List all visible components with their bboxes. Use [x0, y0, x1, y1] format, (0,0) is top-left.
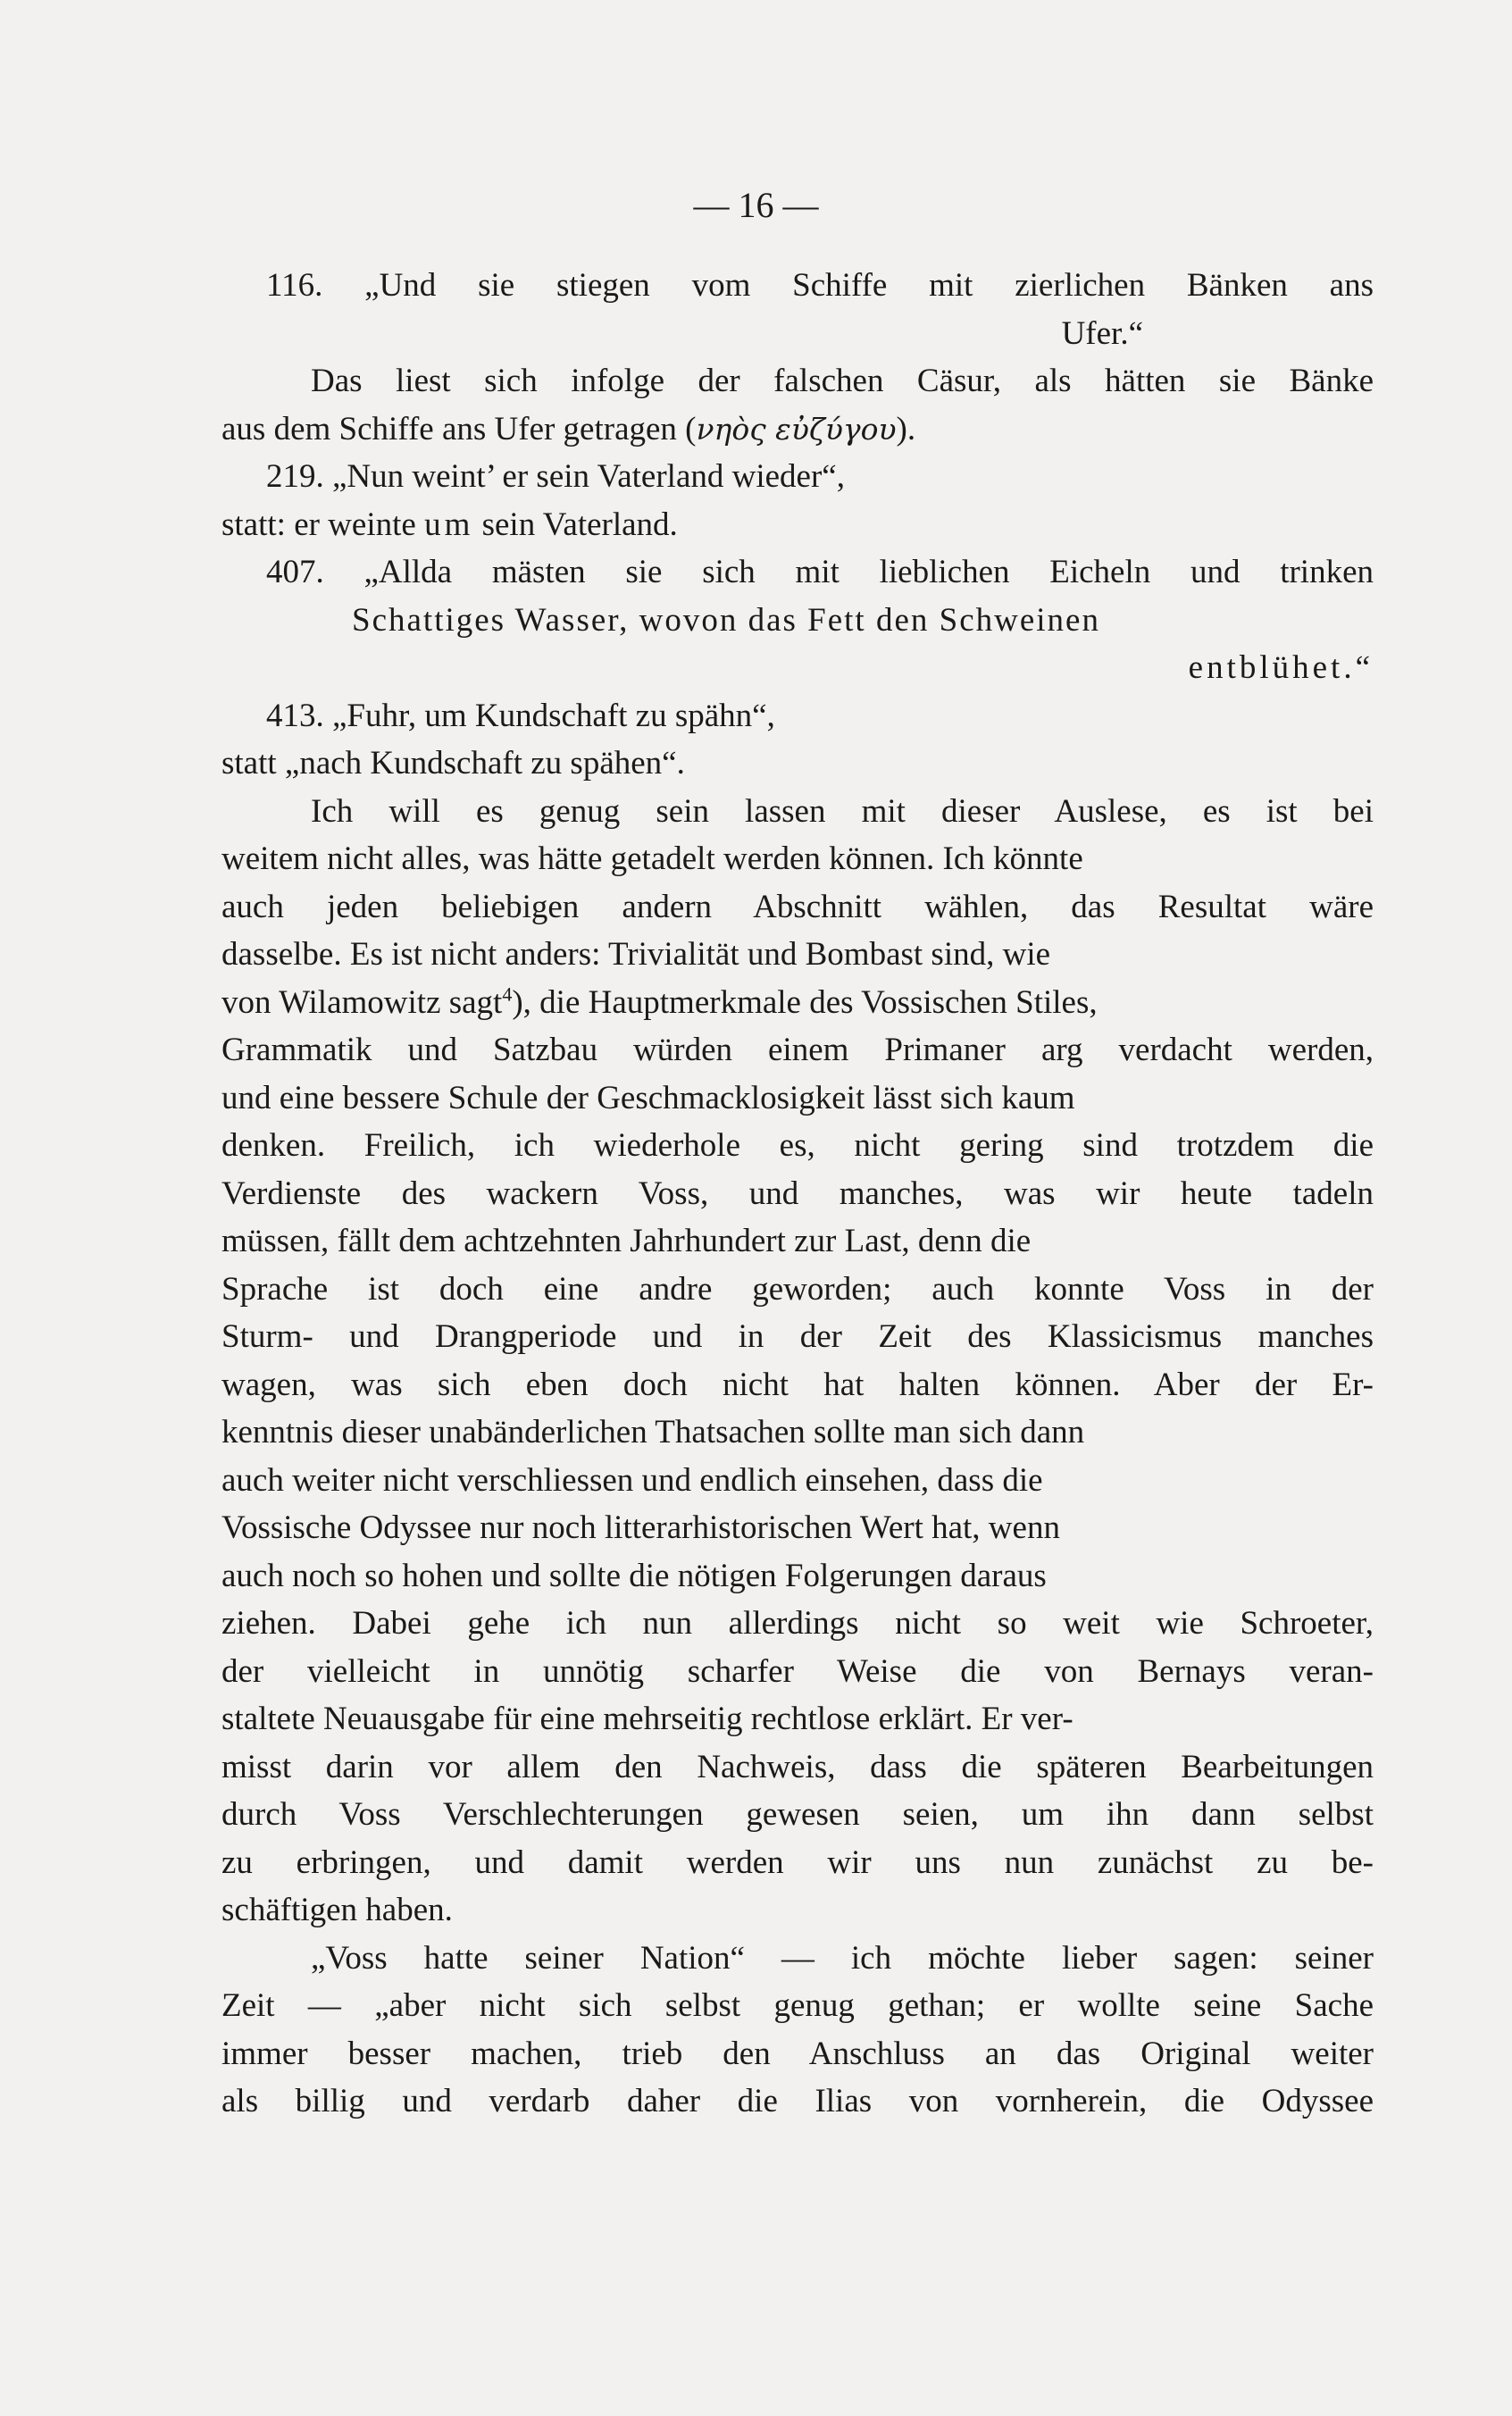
text-line	[221, 1361, 1374, 1409]
line-text: ), die Hauptmerkmale des Vossischen Stiles,	[512, 983, 1098, 1021]
text-line	[221, 931, 1374, 979]
line-text: dasselbe. Es ist nicht anders: Trivialität und Bombast sind, wie	[221, 936, 1051, 973]
text-line	[221, 597, 1374, 645]
line-text: Schattiges Wasser, wovon das Fett den Schweinen	[352, 601, 1100, 639]
text-line	[221, 1791, 1374, 1839]
page-number: — 16 —	[693, 185, 819, 225]
emphasized-word: um	[424, 506, 474, 543]
text-line	[221, 1695, 1374, 1743]
line-text: von Wilamowitz sagt	[221, 983, 503, 1021]
line-text: und eine bessere Schule der Geschmacklosigkeit lässt sich kaum	[221, 1079, 1075, 1116]
line-text: staltete Neuausgabe für eine mehrseitig rechtlose erklärt. Er ver-	[221, 1701, 1073, 1737]
line-text: als billig und verdarb daher die Ilias von vornherein, die Odyssee	[221, 2083, 1374, 2119]
text-line	[221, 1935, 1374, 1983]
text-line	[221, 1743, 1374, 1792]
text-line	[221, 1266, 1374, 1314]
line-text: Verdienste des wackern Voss, und manches, was wir heute tadeln	[221, 1175, 1374, 1212]
text-line	[221, 453, 1374, 501]
text-line	[221, 979, 1374, 1027]
text-line	[221, 644, 1374, 692]
text-line	[221, 548, 1374, 597]
text-line	[221, 1122, 1374, 1170]
line-text: ziehen. Dabei gehe ich nun allerdings nicht so weit wie Schroeter,	[221, 1605, 1374, 1642]
text-line	[221, 357, 1374, 405]
line-text: der vielleicht in unnötig scharfer Weise die von Bernays veran-	[221, 1652, 1374, 1690]
line-text: auch jeden beliebigen andern Abschnitt wählen, das Resultat wäre	[221, 888, 1374, 925]
line-text: sein Vaterland.	[473, 506, 678, 543]
text-line	[221, 1409, 1374, 1457]
text-line	[221, 1648, 1374, 1696]
line-text: statt: er weinte	[221, 506, 425, 543]
line-text: misst darin vor allem den Nachweis, dass die späteren Bearbeitungen	[221, 1748, 1374, 1785]
text-line	[221, 1839, 1374, 1887]
text-line	[221, 2077, 1374, 2126]
line-text: Zeit — „aber nicht sich selbst genug gethan; er wollte seine Sache	[221, 1987, 1374, 2024]
text-line	[221, 501, 1374, 549]
text-line	[221, 1026, 1374, 1074]
line-text: auch weiter nicht verschliessen und endlich einsehen, dass die	[221, 1461, 1043, 1499]
line-text: immer besser machen, trieb den Anschluss an das Original weiter	[221, 2035, 1374, 2072]
line-text: kenntnis dieser unabänderlichen Thatsachen sollte man sich dann	[221, 1414, 1085, 1450]
text-line	[221, 835, 1374, 883]
text-line	[221, 405, 1374, 454]
line-text: Grammatik und Satzbau würden einem Primaner arg verdacht werden,	[221, 1032, 1374, 1068]
greek-quote: νηὸς εὐζύγου	[696, 411, 897, 447]
line-text: 116. „Und sie stiegen vom Schiffe mit zierlichen Bänken ans	[266, 267, 1374, 304]
line-text: Vossische Odyssee nur noch litterarhistorischen Wert hat, wenn	[221, 1509, 1060, 1546]
text-line	[221, 1886, 1374, 1935]
text-line	[221, 883, 1374, 932]
text-line	[221, 310, 1374, 358]
line-text: entblühet.“	[1188, 649, 1374, 686]
body-text	[221, 262, 1374, 2126]
text-line	[221, 692, 1374, 740]
text-line	[221, 1504, 1374, 1552]
line-text: „Voss hatte seiner Nation“ — ich möchte lieber sagen: seiner	[311, 1939, 1374, 1977]
line-text: auch noch so hohen und sollte die nötigen Folgerungen daraus	[221, 1557, 1047, 1594]
text-line	[221, 1217, 1374, 1266]
line-text: Ich will es genug sein lassen mit dieser Auslese, es ist bei	[311, 792, 1374, 830]
line-text: Das liest sich infolge der falschen Cäsur, als hätten sie Bänke	[311, 363, 1374, 399]
text-line	[221, 1552, 1374, 1601]
footnote-marker: 4	[502, 982, 513, 1006]
line-text: Sprache ist doch eine andre geworden; auch konnte Voss in der	[221, 1270, 1374, 1308]
line-text: zu erbringen, und damit werden wir uns nun zunächst zu be-	[221, 1843, 1374, 1881]
text-line	[221, 740, 1374, 788]
line-text: durch Voss Verschlechterungen gewesen seien, um ihn dann selbst	[221, 1796, 1374, 1833]
line-text: schäftigen haben.	[221, 1892, 453, 1928]
line-text: 407. „Allda mästen sie sich mit lieblichen Eicheln und trinken	[266, 554, 1374, 590]
text-line	[221, 1313, 1374, 1361]
line-text: Ufer.“	[1061, 314, 1143, 352]
line-text: denken. Freilich, ich wiederhole es, nicht gering sind trotzdem die	[221, 1127, 1374, 1164]
text-line	[221, 262, 1374, 310]
line-text: 219. „Nun weint’ er sein Vaterland wieder“,	[266, 458, 845, 495]
line-text: müssen, fällt dem achtzehnten Jahrhundert zur Last, denn die	[221, 1223, 1032, 1259]
text-line	[221, 2030, 1374, 2078]
line-text: 413. „Fuhr, um Kundschaft zu spähn“,	[266, 697, 775, 734]
text-line	[221, 788, 1374, 836]
line-text: ).	[896, 410, 916, 447]
line-text: statt „nach Kundschaft zu spähen“.	[221, 745, 685, 782]
text-line	[221, 1600, 1374, 1648]
line-text: wagen, was sich eben doch nicht hat halten können. Aber der Er-	[221, 1366, 1374, 1403]
text-line	[221, 1457, 1374, 1505]
text-line	[221, 1170, 1374, 1218]
text-line	[221, 1982, 1374, 2030]
text-line	[221, 1074, 1374, 1123]
line-text: Sturm- und Drangperiode und in der Zeit des Klassicismus manches	[221, 1318, 1374, 1355]
line-text: weitem nicht alles, was hätte getadelt werden können. Ich könnte	[221, 840, 1083, 877]
line-text: aus dem Schiffe ans Ufer getragen (	[221, 410, 697, 447]
